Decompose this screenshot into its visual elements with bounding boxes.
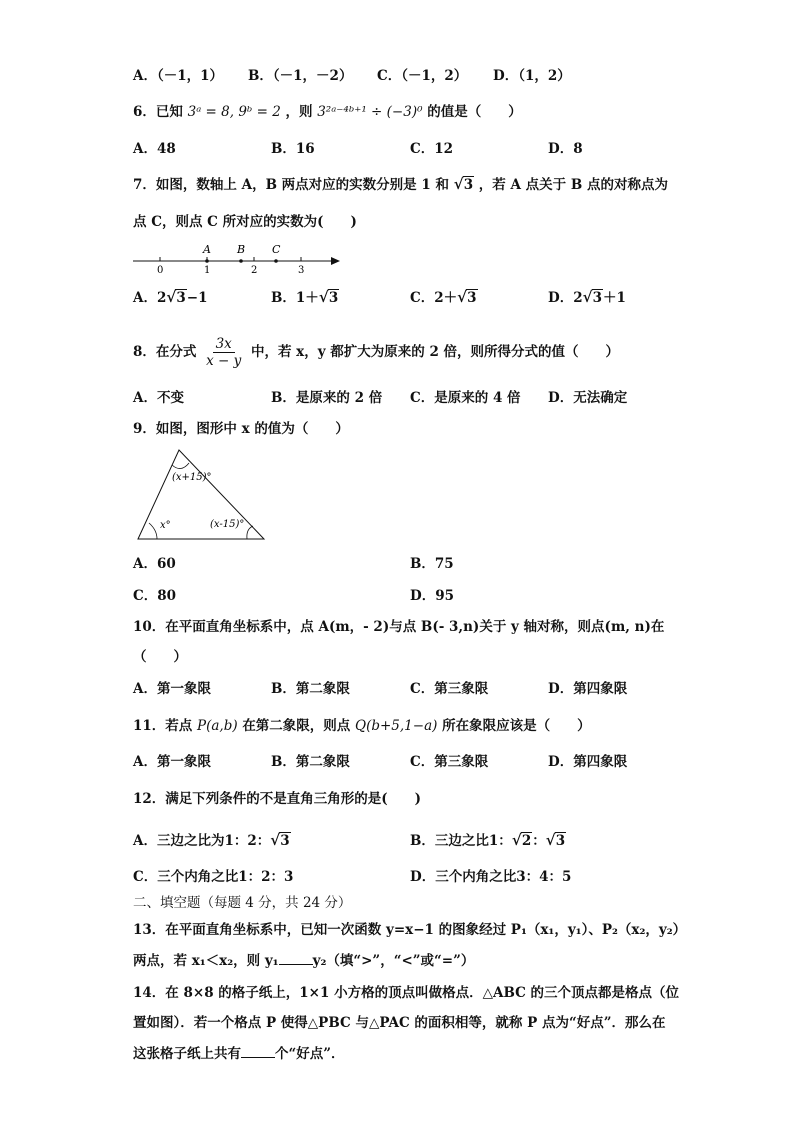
number-line-arrow bbox=[331, 257, 340, 265]
q7-line-1 bbox=[133, 175, 668, 195]
answer-blank[interactable] bbox=[279, 950, 313, 965]
q13-line-1: 13．在平面直角坐标系中，已知一次函数 y=x−1 的图象经过 P₁（x₁，y₁）、P₂（x₂，y₂） bbox=[133, 922, 687, 938]
number-line-figure bbox=[130, 240, 345, 275]
q7-line-1-a: 7．如图，数轴上 A，B 两点对应的实数分别是 1 和 bbox=[133, 177, 449, 193]
q7-option-d bbox=[548, 288, 626, 308]
radicand: 3 bbox=[463, 177, 474, 193]
radicand: 3 bbox=[176, 290, 186, 306]
q6-formula-1: 3ᵃ = 8, 9ᵇ = 2 bbox=[187, 104, 281, 120]
sqrt-3 bbox=[583, 288, 603, 308]
q8-option-d: D．无法确定 bbox=[548, 390, 628, 406]
section-heading: 二、填空题（每题 4 分，共 24 分） bbox=[133, 895, 352, 911]
label-c: C bbox=[272, 243, 281, 256]
q9-option-c: C．80 bbox=[133, 588, 177, 604]
q6-stem-suffix: 的值是（ ） bbox=[427, 104, 522, 120]
q14-line-3-a: 这张格子纸上共有 bbox=[133, 1046, 241, 1062]
sqrt-3 bbox=[454, 175, 474, 195]
q11-point-q: Q(b+5,1−a) bbox=[355, 718, 438, 734]
q9-option-d: D．95 bbox=[410, 588, 454, 604]
q7-line-2: 点 C，则点 C 所对应的实数为( ) bbox=[133, 214, 357, 230]
q10-line-2: （ ） bbox=[133, 649, 187, 665]
q9-stem: 9．如图，图形中 x 的值为（ ） bbox=[133, 421, 349, 437]
q8-option-a: A．不变 bbox=[133, 390, 184, 406]
q7-option-a-pre: A．2 bbox=[133, 290, 167, 306]
q14-line-3-b: 个“好点”． bbox=[275, 1046, 345, 1062]
tick-label-1: 1 bbox=[204, 265, 211, 275]
tick-label-2: 2 bbox=[251, 265, 258, 275]
q6-formula-2: 3²ᵃ⁻⁴ᵇ⁺¹ ÷ (−3)⁰ bbox=[317, 104, 423, 120]
angle-arc-top bbox=[172, 463, 189, 469]
sqrt-2 bbox=[512, 831, 532, 851]
q5-option-b: B．（－1，－2） bbox=[248, 68, 353, 84]
q10-option-b: B．第二象限 bbox=[271, 681, 350, 697]
q11-option-c: C．第三象限 bbox=[410, 754, 489, 770]
q9-option-b: B．75 bbox=[410, 556, 454, 572]
q11-option-b: B．第二象限 bbox=[271, 754, 350, 770]
q8-stem bbox=[133, 334, 619, 370]
q12-option-c: C．三个内角之比1：2：3 bbox=[133, 869, 294, 885]
triangle bbox=[138, 450, 264, 539]
q8-stem-suffix: 中，若 x，y 都扩大为原来的 2 倍，则所得分式的值（ ） bbox=[250, 344, 620, 360]
q12-option-d: D．三个内角之比3：4：5 bbox=[410, 869, 572, 885]
radicand: 2 bbox=[521, 833, 532, 849]
q11-option-d: D．第四象限 bbox=[548, 754, 628, 770]
q12-option-a-pre: A．三边之比为1：2： bbox=[133, 833, 271, 849]
q12-stem: 12．满足下列条件的不是直角三角形的是( ) bbox=[133, 791, 422, 807]
q6-option-a: A．48 bbox=[133, 141, 176, 157]
q7-option-a bbox=[133, 288, 208, 308]
q13-line-2-b: y₂（填“>”，“<”或“=”） bbox=[312, 953, 475, 969]
sqrt-3 bbox=[166, 288, 186, 308]
tick-label-0: 0 bbox=[157, 265, 164, 275]
q14-line-2: 置如图）．若一个格点 P 使得△PBC 与△PAC 的面积相等，就称 P 点为“好点”．那么在 bbox=[133, 1015, 666, 1031]
q12-option-b-pre: B．三边之比1： bbox=[410, 833, 512, 849]
radicand: 3 bbox=[467, 290, 477, 306]
q6-stem-mid: ，则 bbox=[285, 104, 313, 120]
point-a bbox=[205, 259, 209, 263]
q10-option-a: A．第一象限 bbox=[133, 681, 211, 697]
q11-stem-prefix: 11．若点 bbox=[133, 718, 193, 734]
q7-option-b bbox=[271, 288, 339, 308]
q13-line-2 bbox=[133, 950, 474, 971]
q7-option-c bbox=[410, 288, 478, 308]
sqrt-3 bbox=[319, 288, 339, 308]
radicand: 3 bbox=[555, 833, 566, 849]
q8-stem-prefix: 8．在分式 bbox=[133, 344, 197, 360]
angle-arc-left bbox=[149, 523, 157, 539]
q5-option-d: D．（1，2） bbox=[493, 68, 571, 84]
q5-option-c: C．（－1，2） bbox=[377, 68, 468, 84]
q9-option-a: A．60 bbox=[133, 556, 176, 572]
q6-option-c: C．12 bbox=[410, 141, 454, 157]
sqrt-3 bbox=[457, 288, 477, 308]
q7-line-1-b: ，若 A 点关于 B 点的对称点为 bbox=[478, 177, 668, 193]
q6-stem-prefix: 6．已知 bbox=[133, 104, 183, 120]
q8-fraction bbox=[203, 336, 244, 369]
q12-option-b-mid: ： bbox=[532, 833, 546, 849]
q11-stem-suffix: 所在象限应该是（ ） bbox=[442, 718, 591, 734]
q5-option-a: A．（－1，1） bbox=[133, 68, 224, 84]
angle-label-right: (x-15)° bbox=[210, 519, 245, 530]
q12-option-b bbox=[410, 831, 566, 851]
tick-label-3: 3 bbox=[298, 265, 305, 275]
triangle-figure bbox=[133, 446, 269, 542]
radicand: 3 bbox=[328, 290, 339, 306]
q6-option-b: B．16 bbox=[271, 141, 315, 157]
q11-stem-mid: 在第二象限，则点 bbox=[242, 718, 351, 734]
q8-fraction-numerator: 3x bbox=[213, 336, 235, 353]
angle-label-top: (x+15)° bbox=[172, 472, 212, 483]
q7-option-a-post: −1 bbox=[186, 290, 208, 306]
radicand: 3 bbox=[280, 833, 290, 849]
q6-option-d: D．8 bbox=[548, 141, 583, 157]
q6-stem bbox=[133, 102, 522, 122]
q8-option-b: B．是原来的 2 倍 bbox=[271, 390, 383, 406]
label-b: B bbox=[237, 243, 246, 256]
q7-option-d-post: ＋1 bbox=[603, 290, 626, 306]
q12-option-a bbox=[133, 831, 291, 851]
radicand: 3 bbox=[592, 290, 603, 306]
q10-option-c: C．第三象限 bbox=[410, 681, 489, 697]
q7-option-d-pre: D．2 bbox=[548, 290, 583, 306]
label-a: A bbox=[203, 243, 211, 256]
point-b bbox=[239, 259, 243, 263]
q7-option-c-pre: C．2＋ bbox=[410, 290, 458, 306]
q11-stem bbox=[133, 716, 591, 736]
q10-option-d: D．第四象限 bbox=[548, 681, 628, 697]
point-c bbox=[274, 259, 278, 263]
q8-fraction-denominator: x − y bbox=[206, 353, 242, 369]
q14-line-3 bbox=[133, 1043, 345, 1064]
q11-point-p: P(a,b) bbox=[197, 718, 238, 734]
angle-arc-right bbox=[247, 526, 253, 539]
q8-option-c: C．是原来的 4 倍 bbox=[410, 390, 521, 406]
sqrt-3 bbox=[270, 831, 290, 851]
q11-option-a: A．第一象限 bbox=[133, 754, 211, 770]
angle-label-left: x° bbox=[160, 520, 171, 531]
sqrt-3 bbox=[546, 831, 566, 851]
answer-blank[interactable] bbox=[241, 1043, 275, 1058]
q13-line-2-a: 两点，若 x₁＜x₂，则 y₁ bbox=[133, 953, 279, 969]
q7-option-b-pre: B．1＋ bbox=[271, 290, 319, 306]
q10-line-1: 10．在平面直角坐标系中，点 A(m，- 2)与点 B(- 3,n)关于 y 轴对称，则点(m, n)在 bbox=[133, 619, 665, 635]
q14-line-1: 14．在 8×8 的格子纸上，1×1 小方格的顶点叫做格点．△ABC 的三个顶点都是格点（位 bbox=[133, 985, 680, 1001]
